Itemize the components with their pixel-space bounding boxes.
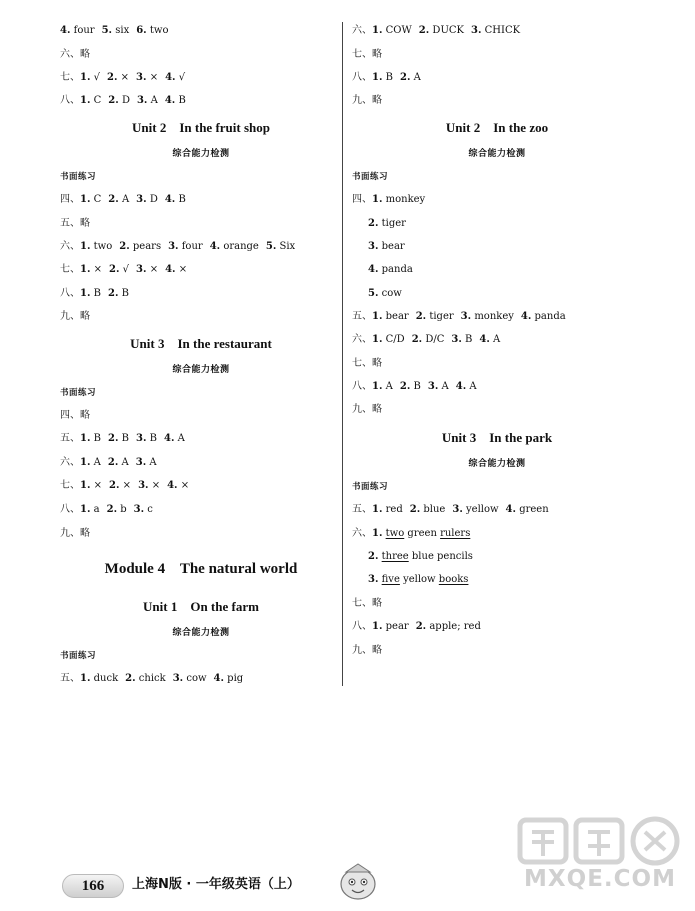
answer-line: 八、1. B 2. A xyxy=(352,72,421,83)
answer-line: 六、1. COW 2. DUCK 3. CHICK xyxy=(352,25,521,36)
answer-line: 4. four 5. six 6. two xyxy=(60,25,169,36)
section-label: 书面练习 xyxy=(352,482,389,492)
answer-line: 八、1. pear 2. apple; red xyxy=(352,621,481,632)
unit-title: Unit 2 In the fruit shop xyxy=(132,120,270,135)
unit-subtitle: 综合能力检测 xyxy=(172,149,230,159)
answer-line: 六、1. two 2. pears 3. four 4. orange 5. Six xyxy=(60,241,296,252)
book-title: 上海N版 · 一年级英语（上） xyxy=(132,877,300,892)
page-footer xyxy=(62,860,462,902)
answer-line: 七、1. √ 2. × 3. × 4. √ xyxy=(60,72,186,83)
answer-line: 九、略 xyxy=(352,645,382,656)
unit-subtitle: 综合能力检测 xyxy=(172,628,230,638)
section-label: 书面练习 xyxy=(352,172,389,182)
answer-line: 八、1. B 2. B xyxy=(60,288,129,299)
unit-subtitle: 综合能力检测 xyxy=(172,365,230,375)
answer-line: 3. bear xyxy=(368,241,405,252)
answer-line: 六、1. C/D 2. D/C 3. B 4. A xyxy=(352,334,501,345)
unit-subtitle: 综合能力检测 xyxy=(468,459,526,469)
answer-line: 六、略 xyxy=(60,49,90,60)
answer-line: 五、略 xyxy=(60,218,90,229)
answer-line: 五、1. bear 2. tiger 3. monkey 4. panda xyxy=(352,311,566,322)
section-label: 书面练习 xyxy=(60,388,97,398)
answer-line: 六、1. A 2. A 3. A xyxy=(60,457,157,468)
unit-title: Unit 3 In the restaurant xyxy=(130,336,272,351)
answer-line: 九、略 xyxy=(352,95,382,106)
watermark-text: MXQE.COM xyxy=(524,866,676,892)
answer-line: 四、1. monkey xyxy=(352,194,426,205)
unit-title: Unit 2 In the zoo xyxy=(445,120,549,135)
answer-line: 五、1. B 2. B 3. B 4. A xyxy=(60,433,185,444)
unit-title: Unit 3 In the park xyxy=(441,430,553,445)
answer-line: 九、略 xyxy=(60,311,90,322)
unit-subtitle: 综合能力检测 xyxy=(468,149,526,159)
page-number: 166 xyxy=(62,874,124,898)
module-title: Module 4 The natural world xyxy=(104,561,298,577)
answer-line: 七、略 xyxy=(352,49,382,60)
answer-line: 七、略 xyxy=(352,358,382,369)
answer-line: 七、略 xyxy=(352,598,382,609)
watermark xyxy=(512,812,688,908)
answer-line: 5. cow xyxy=(368,288,402,299)
answer-line: 五、1. red 2. blue 3. yellow 4. green xyxy=(352,504,549,515)
answer-line: 3. five yellow books xyxy=(368,574,469,585)
section-label: 书面练习 xyxy=(60,651,97,661)
answer-line: 七、1. × 2. × 3. × 4. × xyxy=(60,480,190,491)
answer-line: 八、1. a 2. b 3. c xyxy=(60,504,153,515)
answer-line: 2. three blue pencils xyxy=(368,551,473,562)
answer-line: 四、略 xyxy=(60,410,90,421)
answer-line: 4. panda xyxy=(368,264,413,275)
section-label: 书面练习 xyxy=(60,172,97,182)
watermark-logo-icon xyxy=(512,812,688,870)
answer-line: 六、1. two green rulers xyxy=(352,528,471,539)
answer-line: 五、1. duck 2. chick 3. cow 4. pig xyxy=(60,673,244,684)
answer-line: 八、1. A 2. B 3. A 4. A xyxy=(352,381,477,392)
answer-line: 九、略 xyxy=(352,404,382,415)
answer-line: 七、1. × 2. √ 3. × 4. × xyxy=(60,264,188,275)
answer-line: 2. tiger xyxy=(368,218,406,229)
mascot-icon xyxy=(336,860,380,902)
answer-line: 八、1. C 2. D 3. A 4. B xyxy=(60,95,186,106)
unit-title: Unit 1 On the farm xyxy=(143,599,259,614)
answer-line: 九、略 xyxy=(60,528,90,539)
column-divider xyxy=(342,22,343,686)
answer-line: 四、1. C 2. A 3. D 4. B xyxy=(60,194,186,205)
